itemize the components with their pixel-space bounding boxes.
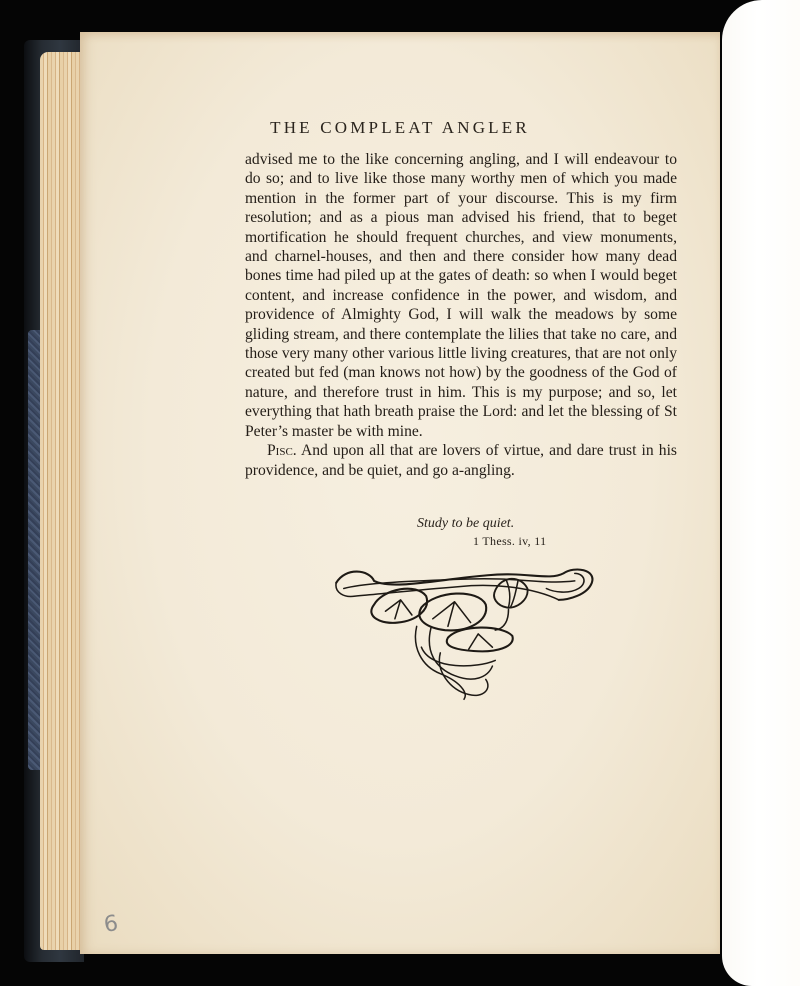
pencil-page-mark: 6 — [102, 911, 120, 938]
epigraph-source: 1 Thess. iv, 11 — [473, 534, 547, 548]
speaker-label: Pisc. — [267, 442, 297, 460]
epigraph — [417, 516, 546, 549]
epigraph-quote: Study to be quiet. — [417, 516, 515, 531]
facing-page-edge — [722, 0, 800, 986]
paragraph-2-text: And upon all that are lovers of virtue, and dare trust in his providence, and be quiet, and go a-angling. — [245, 442, 677, 479]
body-text — [245, 150, 677, 480]
page-edges — [40, 52, 82, 950]
paragraph-2 — [245, 441, 677, 480]
paragraph-1: advised me to the like concerning angling, and I will endeavour to do so; and to live like those many worthy men of which you made mention in the former part of your discourse. This is my firm resolution; and as a pious man advised his friend, that to beget mortification he should frequent churches, and view monuments, and charnel-houses, and then and there consider how many dead bones time had piled up at the gates of death: so when I would beget content, and increase confidence in the power, and wisdom, and providence of Almighty God, I will walk the meadows by some gliding stream, and there contemplate the lilies that take no care, and those very many other various little living creatures, that are not only created but fed (man knows not how) by the goodness of the God of nature, and therefore trust in him. This is my purpose; and so, let everything that hath breath praise the Lord: and let the blessing of St Peter’s master be with mine. — [245, 151, 677, 440]
running-head: THE COMPLEAT ANGLER — [270, 118, 530, 137]
water-lily-ornament-icon — [324, 562, 604, 704]
